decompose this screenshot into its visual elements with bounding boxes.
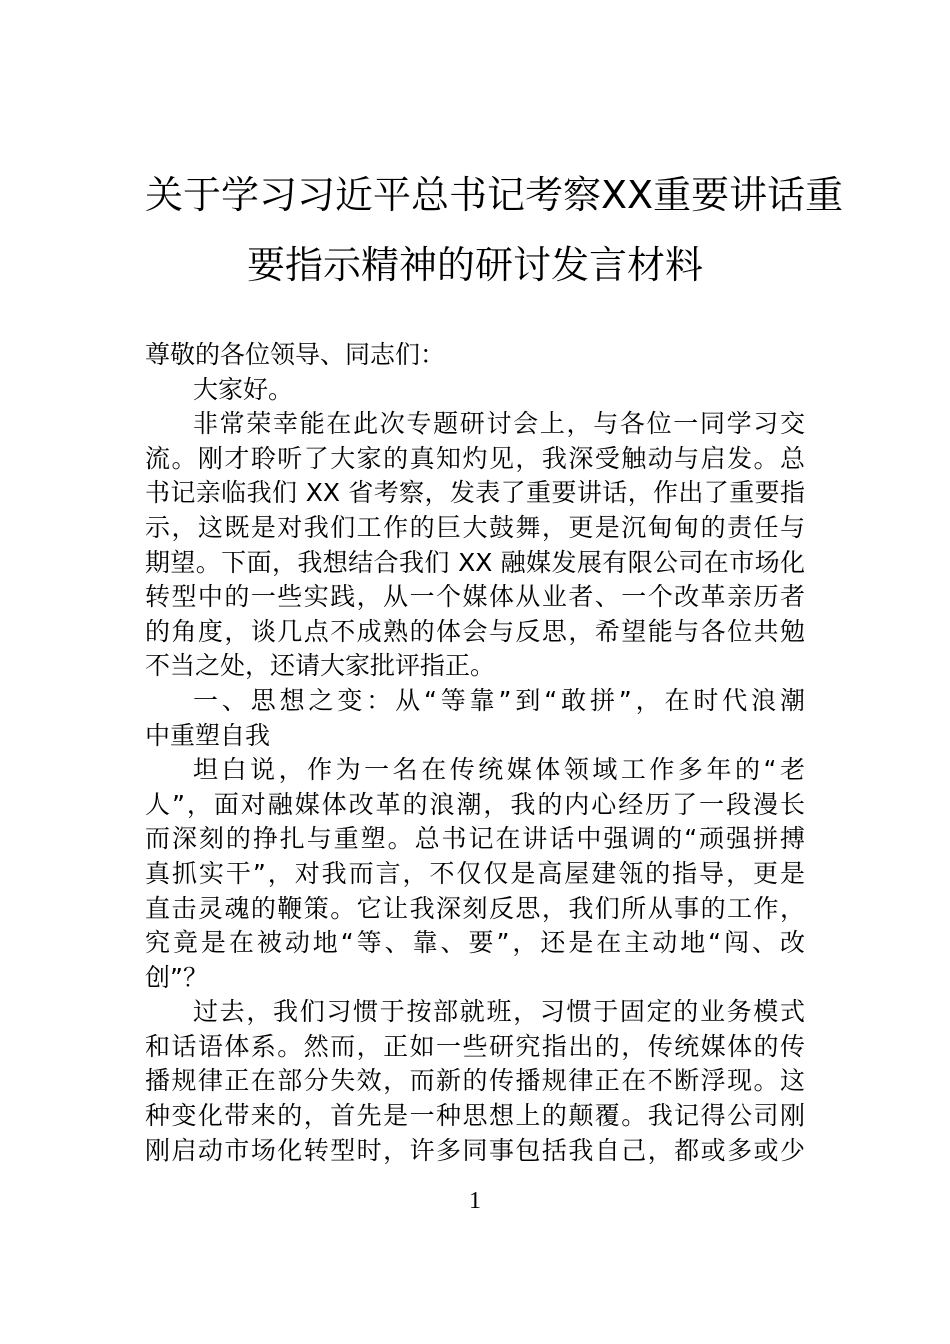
document-title-line-2: 要指示精神的研讨发言材料 <box>246 243 703 287</box>
paragraph-line: 坦白说，作为一名在传统媒体领域工作多年的“老 <box>193 755 805 785</box>
paragraph-line: 示，这既是对我们工作的巨大鼓舞，更是沉甸甸的责任与 <box>145 512 805 542</box>
greeting: 大家好。 <box>193 374 294 404</box>
paragraph-line: 创”？ <box>145 962 208 992</box>
paragraph-line: 究竟是在被动地“等、靠、要”，还是在主动地“闯、改 <box>145 928 805 958</box>
paragraph-line: 书记亲临我们 XX 省考察，发表了重要讲话，作出了重要指 <box>145 478 805 508</box>
paragraph-line: 的角度，谈几点不成熟的体会与反思，希望能与各位共勉 <box>145 616 805 646</box>
salutation: 尊敬的各位领导、同志们： <box>145 340 446 369</box>
paragraph-line: 播规律正在部分失效，而新的传播规律正在不断浮现。这 <box>145 1066 805 1096</box>
paragraph-line: 刚启动市场化转型时，许多同事包括我自己，都或多或少 <box>145 1135 805 1165</box>
paragraph-line: 非常荣幸能在此次专题研讨会上，与各位一同学习交 <box>193 409 805 439</box>
paragraph-line: 流。刚才聆听了大家的真知灼见，我深受触动与启发。总 <box>145 443 805 473</box>
paragraph-line: 而深刻的挣扎与重塑。总书记在讲话中强调的“顽强拼搏 <box>145 824 805 854</box>
section-heading-line: 一、思想之变：从“等靠”到“敢拼”，在时代浪潮 <box>193 685 805 715</box>
paragraph-line: 直击灵魂的鞭策。它让我深刻反思，我们所从事的工作， <box>145 893 805 923</box>
paragraph-line: 真抓实干”，对我而言，不仅仅是高屋建瓴的指导，更是 <box>145 858 805 888</box>
document-title-line-1: 关于学习习近平总书记考察XX重要讲话重 <box>145 173 844 217</box>
section-heading-line: 中重塑自我 <box>145 720 271 750</box>
paragraph-line: 过去，我们习惯于按部就班，习惯于固定的业务模式 <box>193 997 805 1027</box>
page-number: 1 <box>469 1188 481 1214</box>
paragraph-line: 人”，面对融媒体改革的浪潮，我的内心经历了一段漫长 <box>145 789 805 819</box>
paragraph-line: 不当之处，还请大家批评指正。 <box>145 651 496 681</box>
paragraph-line: 转型中的一些实践，从一个媒体从业者、一个改革亲历者 <box>145 582 805 612</box>
paragraph-line: 种变化带来的，首先是一种思想上的颠覆。我记得公司刚 <box>145 1101 805 1131</box>
paragraph-line: 期望。下面，我想结合我们 XX 融媒发展有限公司在市场化 <box>145 547 805 577</box>
document-body <box>145 338 805 1168</box>
paragraph-line: 和话语体系。然而，正如一些研究指出的，传统媒体的传 <box>145 1031 805 1061</box>
